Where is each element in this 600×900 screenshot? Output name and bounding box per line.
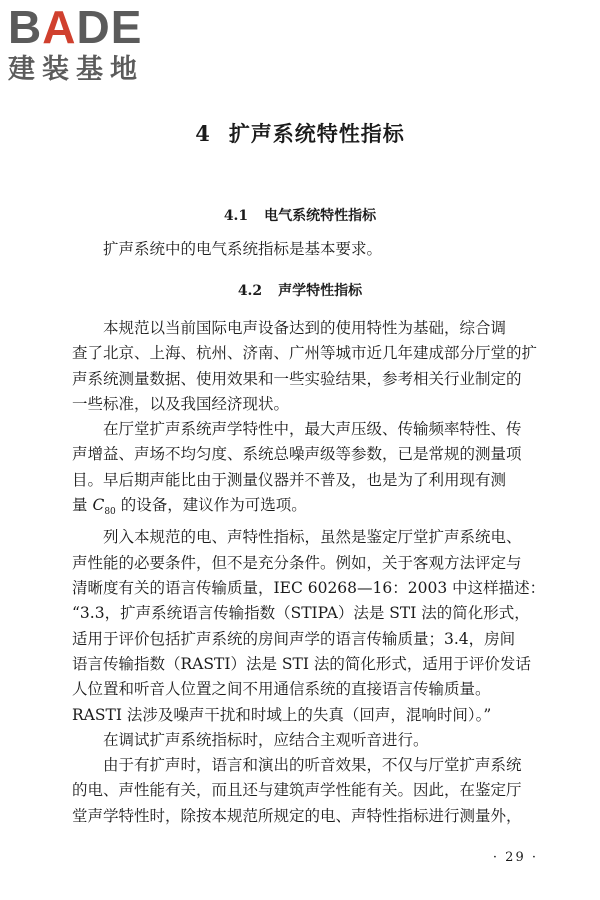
text-line: 列入本规范的电、声特性指标，虽然是鉴定厅堂扩声系统电、 — [103, 528, 522, 547]
text-line: 在厅堂扩声系统声学特性中，最大声压级、传输频率特性、传 — [103, 420, 522, 439]
c80-subscript: 80 — [104, 507, 116, 518]
logo-mark — [8, 1, 178, 53]
site-logo — [8, 1, 178, 86]
logo-subtitle: 建装基地 — [8, 54, 144, 85]
text-line: 声性能的必要条件，但不是充分条件。例如，关于客观方法评定与 — [72, 553, 522, 572]
text-fragment: 的设备，建议作为可选项。 — [115, 496, 307, 515]
text-line: 查了北京、上海、杭州、济南、广州等城市近几年建成部分厅堂的扩 — [72, 344, 538, 363]
text-line: 人位置和听音人位置之间不用通信系统的直接语言传输质量。 — [72, 680, 491, 699]
chapter-title: 扩声系统特性指标 — [228, 121, 405, 146]
text-line: 由于有扩声时，语言和演出的听音效果，不仅与厅堂扩声系统 — [103, 756, 522, 775]
section-heading-4-1 — [0, 205, 600, 225]
section-number: 4.1 — [223, 208, 249, 224]
text-line: 清晰度有关的语言传输质量，IEC 60268—16：2003 中这样描述： — [72, 579, 546, 598]
chapter-heading — [0, 118, 600, 148]
text-line: 在调试扩声系统指标时，应结合主观听音进行。 — [103, 730, 429, 749]
text-line: 语言传输指数（RASTI）法是 STI 法的简化形式，适用于评价发话 — [72, 654, 531, 673]
text-line: 扩声系统中的电气系统指标是基本要求。 — [103, 240, 383, 258]
page-number: · 29 · — [492, 850, 538, 865]
text-line: 目。早后期声能比由于测量仪器并不普及，也是为了利用现有测 — [72, 470, 507, 489]
text-line: 声系统测量数据、使用效果和一些实验结果，参考相关行业制定的 — [72, 369, 522, 388]
text-line: 的电、声性能有关，而且还与建筑声学性能有关。因此，在鉴定厅 — [72, 781, 522, 800]
paragraph-4-1 — [72, 237, 537, 262]
text-fragment: 量 — [72, 496, 93, 515]
text-line-c80 — [72, 493, 537, 525]
text-line: 一些标准，以及我国经济现状。 — [72, 394, 290, 413]
c80-symbol: C — [92, 496, 105, 515]
text-line: 声增益、声场不均匀度、系统总噪声级等参数，已是常规的测量项 — [72, 445, 522, 464]
text-line: “3.3，扩声系统语言传输指数（STIPA）法是 STI 法的简化形式， — [72, 604, 530, 623]
section-number: 4.2 — [237, 283, 263, 299]
text-line: 本规范以当前国际电声设备达到的使用特性为基础，综合调 — [103, 319, 507, 337]
section-title: 声学特性指标 — [278, 283, 363, 299]
logo-mark-text: BADE — [8, 1, 143, 53]
body-text-4-2 — [72, 316, 546, 829]
text-line: 适用于评价包括扩声系统的房间声学的语言传输质量；3.4，房间 — [72, 629, 516, 648]
section-heading-4-2 — [0, 280, 600, 300]
chapter-number: 4 — [195, 121, 211, 146]
text-line: 堂声学特性时，除按本规范所规定的电、声特性指标进行测量外， — [72, 806, 522, 825]
section-title: 电气系统特性指标 — [264, 208, 377, 224]
text-line: RASTI 法涉及噪声干扰和时域上的失真（回声，混响时间）。” — [72, 705, 492, 724]
